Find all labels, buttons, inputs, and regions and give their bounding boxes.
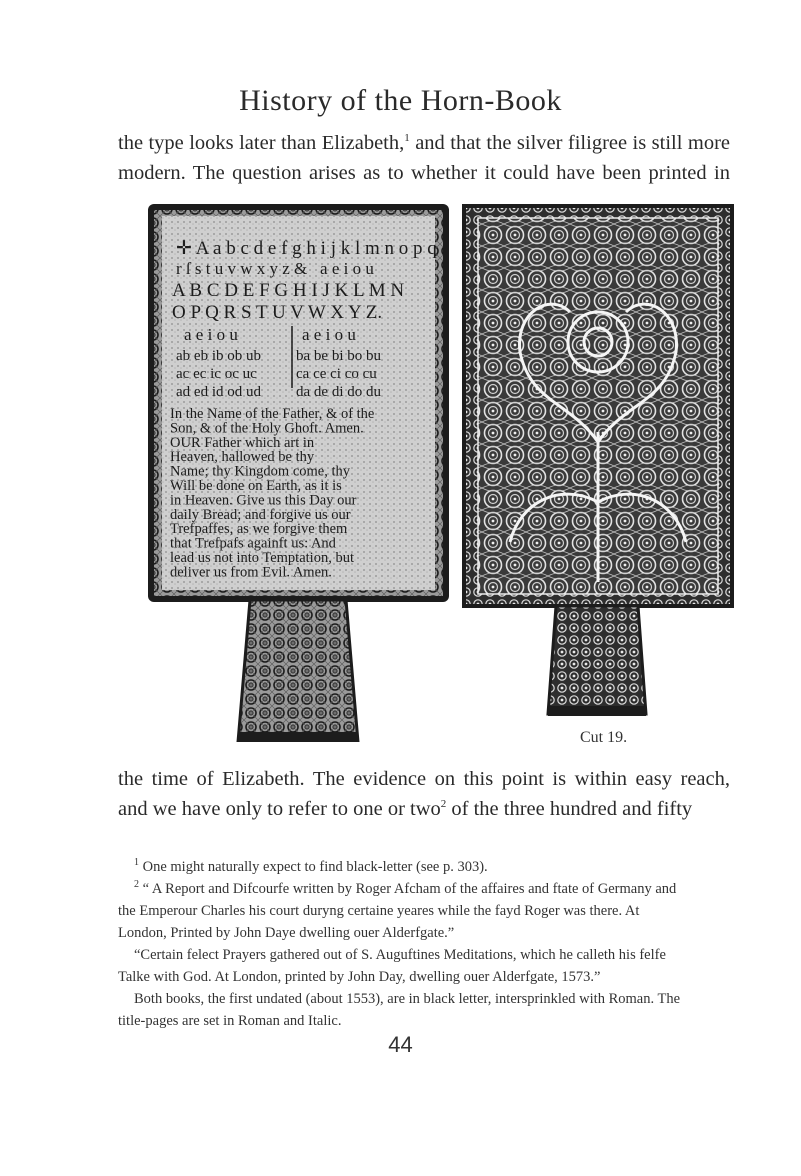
hornbook-filigree-figure <box>460 202 736 720</box>
running-head: History of the Horn-Book <box>239 84 562 117</box>
prayer-line: in Heaven. Give us this Day our <box>170 492 357 509</box>
page-number: 44 <box>388 1032 413 1057</box>
alphabet-lower-1: ✛ A a b c d e f g h i j k l m n o p q <box>176 238 437 259</box>
paragraph-bottom <box>118 764 730 824</box>
text-run: and we have only to refer to one or two <box>118 798 441 820</box>
text-run: of the three hundred and fifty <box>446 798 693 820</box>
footnote-ref-1[interactable]: 1 <box>404 132 410 145</box>
footnote-marker: 2 <box>134 879 139 891</box>
footnote-2-continued: Talke with God. At London, printed by John Day, dwelling ouer Alderfgate, 1573.” <box>118 969 601 985</box>
prayer-line: daily Bread; and forgive us our <box>170 506 351 523</box>
footnote-2-second-title: “Certain felect Prayers gathered out of S. Auguftines Meditations, which he calleth his felfe <box>134 947 666 963</box>
vowels-left: a e i o u <box>184 325 238 344</box>
filigree-handle <box>548 606 646 714</box>
footnote-2-remark: Both books, the first undated (about 1553), are in black letter, intersprinkled with Roman. The <box>134 991 681 1007</box>
paragraph-bottom-line-2 <box>118 794 730 824</box>
footnote-1 <box>118 856 730 878</box>
footnote-ref-2[interactable]: 2 <box>440 798 447 811</box>
syllables-3-left: ad ed id od ud <box>176 384 261 400</box>
alphabet-lower-2: r ſ s t u v w x y z & a e i o u <box>176 259 374 278</box>
prayer-line: lead us not into Temptation, but <box>170 550 354 566</box>
prayer-line: deliver us from Evil. Amen. <box>170 564 332 581</box>
footnote-text: One might naturally expect to find black-letter (see p. 303). <box>139 859 488 875</box>
footnotes <box>118 856 730 1032</box>
paragraph-bottom-line-1: the time of Elizabeth. The evidence on this point is within easy reach, <box>118 768 730 790</box>
paragraph-top <box>118 128 730 188</box>
footnote-2-continued: title-pages are set in Roman and Italic. <box>118 1013 342 1029</box>
prayer-line: OUR Father which art in <box>170 434 315 451</box>
paragraph-top-line-2: modern. The question arises as to whether it could have been printed in <box>118 162 730 184</box>
syllables-3-right: da de di do du <box>296 384 381 400</box>
text-run: the type looks later than Elizabeth, <box>118 132 405 154</box>
alphabet-upper-2: O P Q R S T U V W X Y Z. <box>172 302 383 323</box>
prayer-line: In the Name of the Father, & of the <box>170 406 375 422</box>
vowels-right: a e i o u <box>302 325 356 344</box>
footnote-marker: 1 <box>134 857 139 869</box>
prayer-line: Trefpaffes, as we forgive them <box>170 521 348 538</box>
prayer-line: Will be done on Earth, as it is <box>170 478 342 494</box>
footnote-2 <box>118 878 730 900</box>
hornbook-handle <box>238 600 358 742</box>
alphabet-upper-1: A B C D E F G H I J K L M N <box>172 280 405 301</box>
prayer-line: Name; thy Kingdom come, thy <box>170 463 351 480</box>
hornbook-printed-figure <box>146 202 451 742</box>
syllables-1-right: ba be bi bo bu <box>296 348 381 364</box>
footnote-2-continued: the Emperour Charles his court duryng certaine yeares while the fayd Roger was there. At <box>118 903 640 919</box>
prayer-line: Son, & of the Holy Ghoft. Amen. <box>170 420 364 437</box>
paragraph-top-line-1 <box>118 128 730 158</box>
syllables-2-right: ca ce ci co cu <box>296 366 377 382</box>
footnote-2-continued: London, Printed by John Daye dwelling ouer Alderfgate.” <box>118 925 455 941</box>
lords-prayer <box>170 406 374 580</box>
footnote-text: “ A Report and Difcourfe written by Roger Afcham of the affaires and ftate of Germany and <box>139 881 677 897</box>
syllables-1-left: ab eb ib ob ub <box>176 348 261 364</box>
syllables-2-left: ac ec ic oc uc <box>176 366 257 382</box>
prayer-line: Heaven, hallowed be thy <box>170 449 315 466</box>
figure-caption: Cut 19. <box>580 729 628 746</box>
prayer-line: that Trefpafs againft us: And <box>170 535 336 552</box>
text-run: and that the silver filigree is still more <box>409 132 730 154</box>
